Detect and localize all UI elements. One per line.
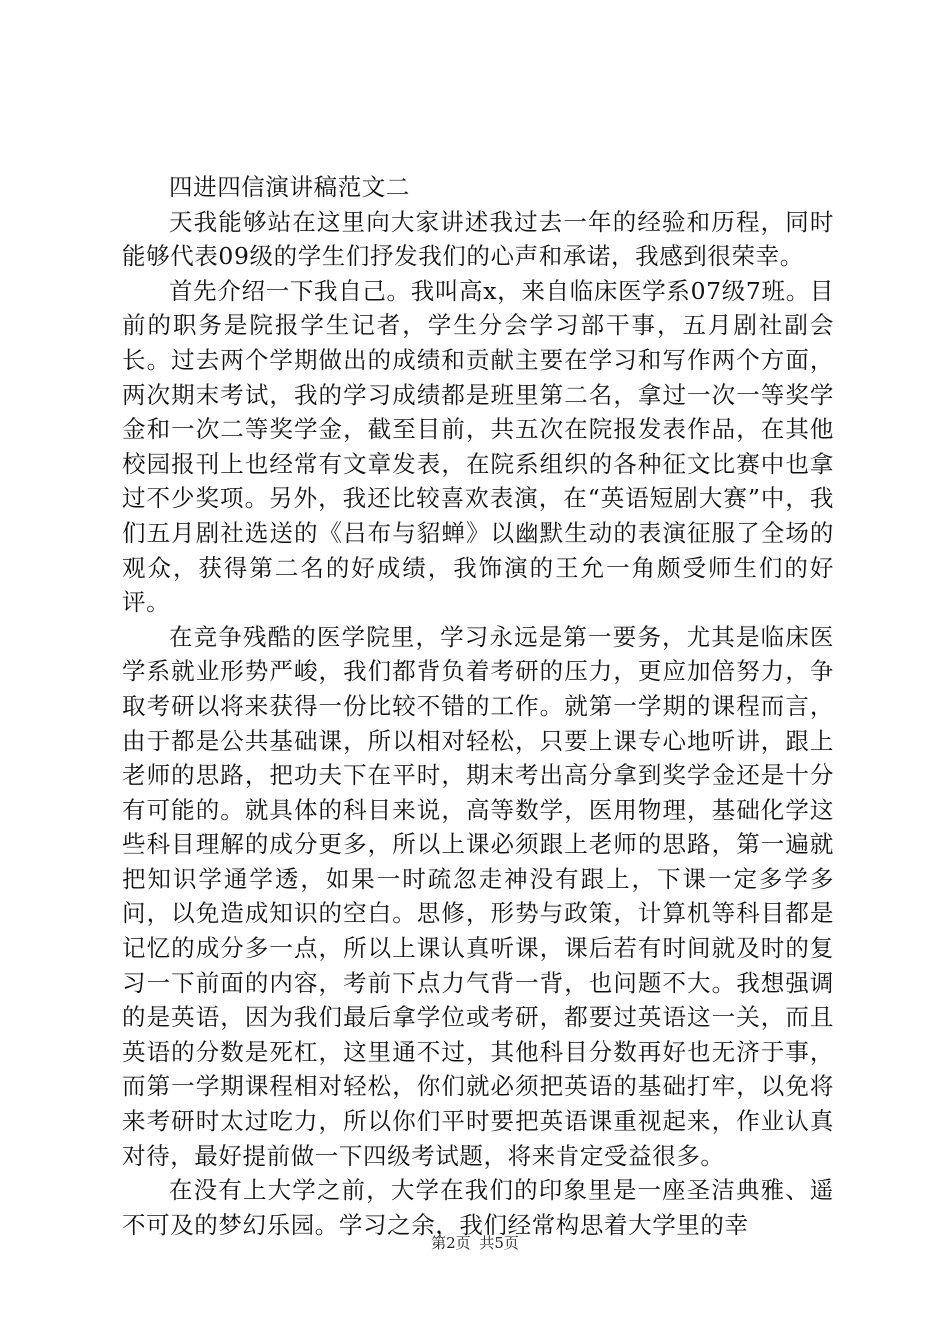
- page-total: 共5页: [479, 1234, 519, 1252]
- page-number: 第2页: [431, 1234, 471, 1252]
- paragraph-3: 在竞争残酷的医学院里，学习永远是第一要务，尤其是临床医学系就业形势严峻，我们都背负着考研的压力，更应加倍努力，争取考研以将来获得一份比较不错的工作。就第一学期的课程而言，由于都是公共基础课，所以相对轻松，只要上课专心地听讲，跟上老师的思路，把功夫下在平时，期末考出高分拿到奖学金还是十分有可能的。就具体的科目来说，高等数学，医用物理，基础化学这些科目理解的成分更多，所以上课必须跟上老师的思路，第一遍就把知识学通学透，如果一时疏忽走神没有跟上，下课一定多学多问，以免造成知识的空白。思修，形势与政策，计算机等科目都是记忆的成分多一点，所以上课认真听课，课后若有时间就及时的复习一下前面的内容，考前下点力气背一背，也问题不大。我想强调的是英语，因为我们最后拿学位或考研，都要过英语这一关，而且英语的分数是死杠，这里通不过，其他科目分数再好也无济于事，而第一学期课程相对轻松，你们就必须把英语的基础打牢，以免将来考研时太过吃力，所以你们平时要把英语课重视起来，作业认真对待，最好提前做一下四级考试题，将来肯定受益很多。: [122, 622, 834, 1170]
- document-title: 四进四信演讲稿范文二: [169, 173, 410, 201]
- paragraph-4: 在没有上大学之前，大学在我们的印象里是一座圣洁典雅、遥不可及的梦幻乐园。学习之余，我们经常构思着大学里的幸: [122, 1176, 834, 1239]
- paragraph-2: 首先介绍一下我自己。我叫高x，来自临床医学系07级7班。目前的职务是院报学生记者，学生分会学习部干事，五月剧社副会长。过去两个学期做出的成绩和贡献主要在学习和写作两个方面，两次期末考试，我的学习成绩都是班里第二名，拿过一次一等奖学金和一次二等奖学金，截至目前，共五次在院报发表作品，在其他校园报刊上也经常有文章发表，在院系组织的各种征文比赛中也拿过不少奖项。另外，我还比较喜欢表演，在“英语短剧大赛”中，我们五月剧社选送的《吕布与貂蝉》以幽默生动的表演征服了全场的观众，获得第二名的好成绩，我饰演的王允一角颇受师生们的好评。: [122, 276, 834, 617]
- page-footer: [0, 1233, 950, 1253]
- document-body: [122, 170, 834, 1242]
- paragraph-1: 天我能够站在这里向大家讲述我过去一年的经验和历程，同时能够代表09级的学生们抒发我们的心声和承诺，我感到很荣幸。: [122, 207, 834, 271]
